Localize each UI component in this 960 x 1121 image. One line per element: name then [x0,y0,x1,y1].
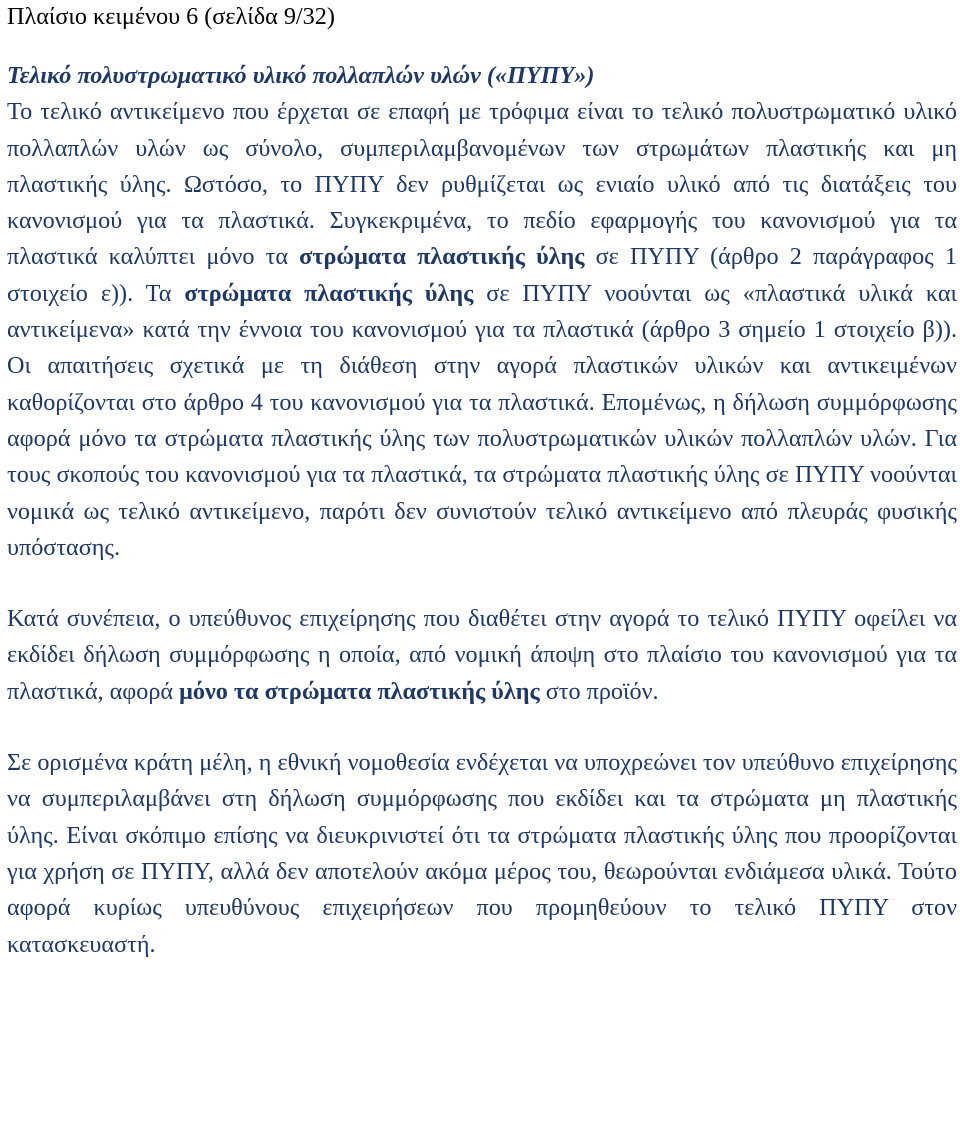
section-heading: Τελικό πολυστρωματικό υλικό πολλαπλών υλών («ΠΥΠΥ») [7,62,595,89]
p1-text-2: σε ΠΥΠΥ (άρθρο 2 παράγραφος 1 στοιχείο ε)). Τα [7,243,957,307]
p1-text-1: Το τελικό αντικείμενο που έρχεται σε επαφή με τρόφιμα είναι το τελικό πολυστρωματικό υλικό πολλαπλών υλών ως σύνολο, συμπεριλαμβανομένων των στρωμάτων πλαστικής και μη πλαστικής ύλης. Ωστόσο, το ΠΥΠΥ δεν ρυθμίζεται ως ενιαίο υλικό από τις διατάξεις του κανονισμού για τα πλαστικά. Συγκεκριμένα, το πεδίο εφαρμογής του κανονισμού για τα πλαστικά καλύπτει μόνο τα [7,98,957,271]
paragraph-member-states [7,745,957,963]
box-title: Πλαίσιο κειμένου 6 (σελίδα 9/32) [7,3,335,30]
p3-text-1: Σε ορισμένα κράτη μέλη, η εθνική νομοθεσία ενδέχεται να υποχρεώνει τον υπεύθυνο επιχείρησης να συμπεριλαμβάνει στη δήλωση συμμόρφωσης που εκδίδει και τα στρώματα μη πλαστικής ύλης. Είναι σκόπιμο επίσης να διευκρινιστεί ότι τα στρώματα πλαστικής ύλης που προορίζονται για χρήση σε ΠΥΠΥ, αλλά δεν αποτελούν ακόμα μέρος του, θεωρούνται ενδιάμεσα υλικά. Τούτο αφορά κυρίως υπευθύνους επιχειρήσεων που προμηθεύουν το τελικό ΠΥΠΥ στον κατασκευαστή. [7,749,957,958]
p1-bold-2: στρώματα πλαστικής ύλης [184,279,474,307]
p1-text-3: σε ΠΥΠΥ νοούνται ως «πλαστικά υλικά και αντικείμενα» κατά την έννοια του κανονισμού για τα πλαστικά (άρθρο 3 σημείο 1 στοιχείο β)). Οι απαιτήσεις σχετικά με τη διάθεση στην αγορά πλαστικών υλικών και αντικειμένων καθορίζονται στο άρθρο 4 του κανονισμού για τα πλαστικά. Επομένως, η δήλωση συμμόρφωσης αφορά μόνο τα στρώματα πλαστικής ύλης των πολυστρωματικών υλικών πολλαπλών υλών. Για τους σκοπούς του κανονισμού για τα πλαστικά, τα στρώματα πλαστικής ύλης σε ΠΥΠΥ νοούνται νομικά ως τελικό αντικείμενο, παρότι δεν συνιστούν τελικό αντικείμενο από πλευράς φυσικής υπόστασης. [7,279,957,561]
p2-text-2: στο προϊόν. [539,677,659,705]
paragraph-declaration [7,601,957,710]
p1-bold-1: στρώματα πλαστικής ύλης [299,243,585,271]
p2-bold-1: μόνο τα στρώματα πλαστικής ύλης [179,677,540,705]
p2-text-1: Κατά συνέπεια, ο υπεύθυνος επιχείρησης που διαθέτει στην αγορά το τελικό ΠΥΠΥ οφείλει να εκδίδει δήλωση συμμόρφωσης η οποία, από νομική άποψη στο πλαίσιο του κανονισμού για τα πλαστικά, αφορά [7,605,957,705]
paragraph-plastic-layers [7,94,957,566]
